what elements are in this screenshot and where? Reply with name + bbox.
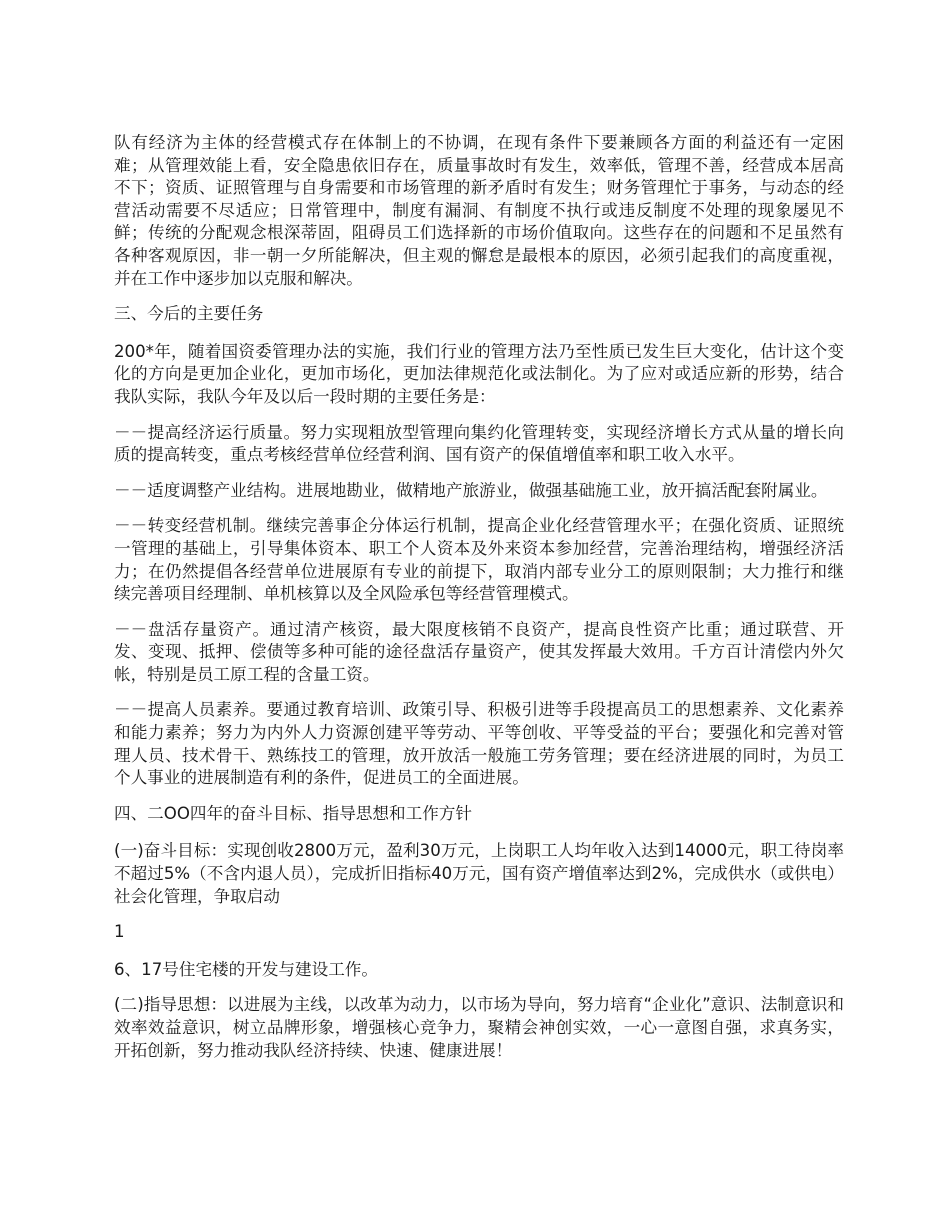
body-paragraph: 队有经济为主体的经营模式存在体制上的不协调，在现有条件下要兼顾各方面的利益还有一定困难；从管理效能上看，安全隐患依旧存在，质量事故时有发生，效率低，管理不善，经营成本居高不下；资质、证照管理与自身需要和市场管理的新矛盾时有发生；财务管理忙于事务，与动态的经营活动需要不尽适应；日常管理中，制度有漏洞、有制度不执行或违反制度不处理的现象屡见不鲜；传统的分配观念根深蒂固，阻碍员工们选择新的市场价值取向。这些存在的问题和不足虽然有各种客观原因，非一朝一夕所能解决，但主观的懈怠是最根本的原因，必须引起我们的高度重视，并在工作中逐步加以克服和解决。 xyxy=(114,133,844,288)
page-number: 1 xyxy=(114,922,125,942)
task-item: －－适度调整产业结构。进展地勘业，做精地产旅游业，做强基础施工业，放开搞活配套附属业。 xyxy=(114,480,828,500)
task-item: －－提高经济运行质量。努力实现粗放型管理向集约化管理转变，实现经济增长方式从量的增长向质的提高转变，重点考核经营单位经营利润、国有资产的保值增值率和职工收入水平。 xyxy=(114,422,844,465)
body-paragraph: (二)指导思想：以进展为主线，以改革为动力，以市场为导向，努力培育“企业化”意识、法制意识和效率效益意识，树立品牌形象，增强核心竞争力，聚精会神创实效，一心一意图自强，求真务实，开拓创新，努力推动我队经济持续、快速、健康进展！ xyxy=(114,995,844,1060)
body-paragraph: (一)奋斗目标：实现创收2800万元，盈利30万元，上岗职工人均年收入达到14000元，职工待岗率不超过5%（不含内退人员），完成折旧指标40万元，国有资产增值率达到2%，完成供水（或供电）社会化管理，争取启动 xyxy=(114,841,844,906)
task-item: －－盘活存量资产。通过清产核资，最大限度核销不良资产，提高良性资产比重；通过联营、开发、变现、抵押、偿债等多种可能的途径盘活存量资产，使其发挥最大效用。千方百计清偿内外欠帐，特别是员工原工程的含量工资。 xyxy=(114,619,844,684)
task-item: －－提高人员素养。要通过教育培训、政策引导、积极引进等手段提高员工的思想素养、文化素养和能力素养；努力为内外人力资源创建平等劳动、平等创收、平等受益的平台；要强化和完善对管理人员、技术骨干、熟练技工的管理，放开放活一般施工劳务管理；要在经济进展的同时，为员工个人事业的进展制造有利的条件，促进员工的全面进展。 xyxy=(114,700,844,788)
task-item: －－转变经营机制。继续完善事企分体运行机制，提高企业化经营管理水平；在强化资质、证照统一管理的基础上，引导集体资本、职工个人资本及外来资本参加经营，完善治理结构，增强经济活力；在仍然提倡各经营单位进展原有专业的前提下，取消内部专业分工的原则限制；大力推行和继续完善项目经理制、单机核算以及全风险承包等经营管理模式。 xyxy=(114,516,844,604)
section-heading: 三、今后的主要任务 xyxy=(114,304,264,324)
document-page xyxy=(114,132,844,1075)
body-paragraph: 200*年，随着国资委管理办法的实施，我们行业的管理方法乃至性质已发生巨大变化，估计这个变化的方向是更加企业化，更加市场化，更加法律规范化或法制化。为了应对或适应新的形势，结合我队实际，我队今年及以后一段时期的主要任务是： xyxy=(114,341,844,406)
body-paragraph: 6、17号住宅楼的开发与建设工作。 xyxy=(114,959,378,979)
section-heading: 四、二OO四年的奋斗目标、指导思想和工作方针 xyxy=(114,803,472,823)
